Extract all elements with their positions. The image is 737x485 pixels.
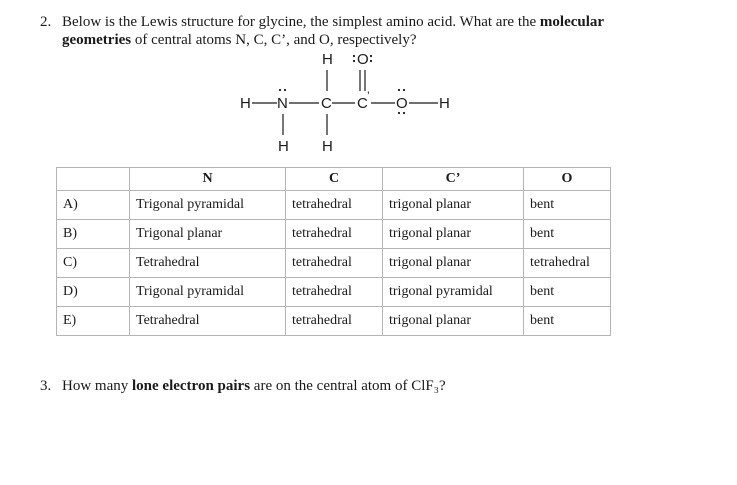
header-n: N	[130, 168, 286, 191]
question-3-number: 3.	[40, 378, 52, 394]
header-o: O	[524, 168, 611, 191]
question-2-bold-a: molecular	[539, 14, 605, 30]
question-2-bold-b: geometries	[62, 32, 132, 48]
atom-h-bottom-c: H	[322, 138, 333, 155]
header-choice	[57, 168, 130, 191]
choice-label: B)	[57, 220, 130, 249]
cell-n: Tetrahedral	[130, 249, 286, 278]
lone-pair-dot	[279, 89, 281, 91]
glycine-lewis-structure	[240, 50, 480, 162]
answer-table	[56, 167, 611, 336]
lone-pair-dot	[353, 55, 355, 57]
question-2-line-2	[40, 31, 720, 49]
header-c-prime: C’	[383, 168, 524, 191]
cell-c: tetrahedral	[286, 220, 383, 249]
cell-o: tetrahedral	[524, 249, 611, 278]
lone-pair-dot	[403, 112, 405, 114]
lone-pair-dot	[370, 60, 372, 62]
cell-o: bent	[524, 307, 611, 336]
lone-pair-dot	[403, 89, 405, 91]
lone-pair-dot	[398, 112, 400, 114]
cell-c-prime: trigonal pyramidal	[383, 278, 524, 307]
cell-c-prime: trigonal planar	[383, 307, 524, 336]
table-row[interactable]	[57, 191, 611, 220]
table-row[interactable]	[57, 249, 611, 278]
question-2-text-a: Below is the Lewis structure for glycine, the simplest amino acid. What are the	[62, 14, 540, 30]
cell-n: Tetrahedral	[130, 307, 286, 336]
choice-label: A)	[57, 191, 130, 220]
question-3-text-b: are on the central atom of ClF₃?	[250, 378, 446, 394]
atom-h-right: H	[439, 95, 450, 112]
question-3-bold: lone electron pairs	[132, 378, 251, 394]
cell-c: tetrahedral	[286, 191, 383, 220]
cell-c: tetrahedral	[286, 249, 383, 278]
header-c: C	[286, 168, 383, 191]
question-2	[40, 13, 720, 49]
table-row[interactable]	[57, 278, 611, 307]
choice-label: C)	[57, 249, 130, 278]
atom-c-prime-mark: ’	[367, 89, 370, 103]
atom-h-left: H	[240, 95, 251, 112]
cell-n: Trigonal pyramidal	[130, 278, 286, 307]
atom-c: C	[321, 95, 332, 112]
cell-n: Trigonal planar	[130, 220, 286, 249]
question-3	[40, 377, 720, 395]
cell-n: Trigonal pyramidal	[130, 191, 286, 220]
choice-label: D)	[57, 278, 130, 307]
cell-o: bent	[524, 278, 611, 307]
question-2-text-b: of central atoms N, C, C’, and O, respectively?	[131, 32, 417, 48]
cell-c-prime: trigonal planar	[383, 191, 524, 220]
cell-c-prime: trigonal planar	[383, 220, 524, 249]
cell-o: bent	[524, 191, 611, 220]
choice-label: E)	[57, 307, 130, 336]
atom-h-top: H	[322, 51, 333, 68]
question-3-text-a: How many	[62, 378, 132, 394]
question-2-number: 2.	[40, 14, 52, 30]
atom-c-prime: C	[357, 95, 368, 112]
atom-n: N	[277, 95, 288, 112]
lone-pair-dot	[353, 60, 355, 62]
cell-c-prime: trigonal planar	[383, 249, 524, 278]
cell-c: tetrahedral	[286, 307, 383, 336]
atom-h-bottom-n: H	[278, 138, 289, 155]
lone-pair-dot	[370, 55, 372, 57]
table-row[interactable]	[57, 307, 611, 336]
question-2-line-1	[40, 13, 720, 31]
atom-o-single: O	[396, 95, 408, 112]
lone-pair-dot	[398, 89, 400, 91]
answer-table-header-row	[57, 168, 611, 191]
atom-o-double: O	[357, 51, 369, 68]
cell-o: bent	[524, 220, 611, 249]
table-row[interactable]	[57, 220, 611, 249]
cell-c: tetrahedral	[286, 278, 383, 307]
lone-pair-dot	[284, 89, 286, 91]
